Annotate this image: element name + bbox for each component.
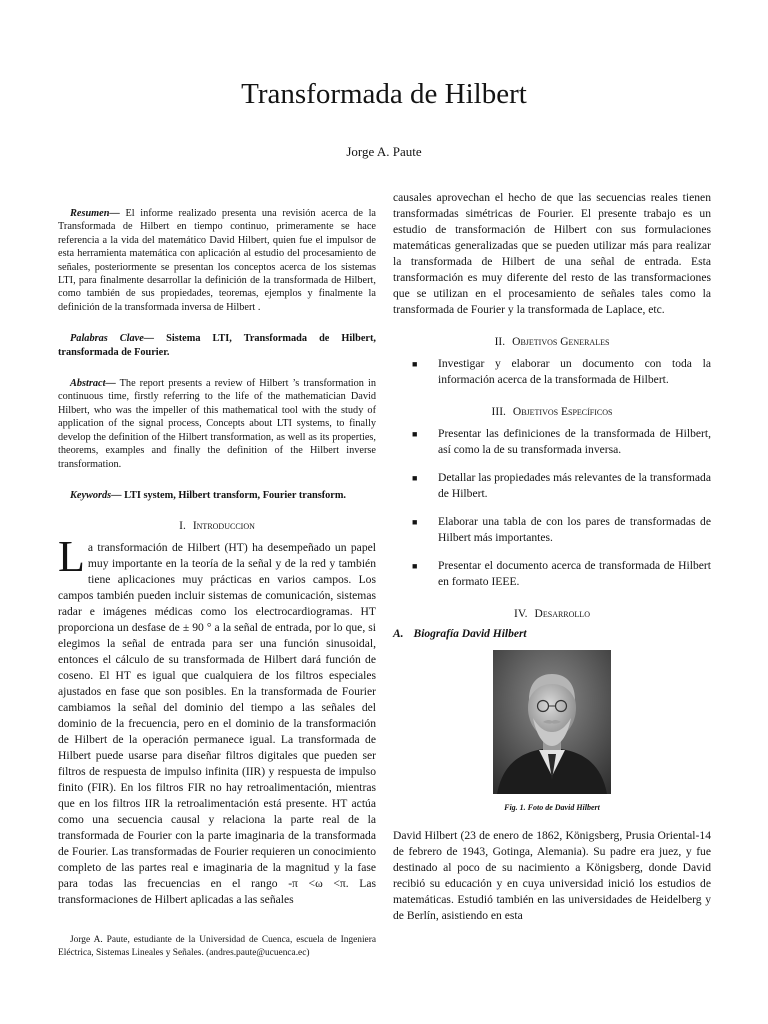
subsection-number: A. [393,628,404,640]
bullet-icon: ■ [412,473,418,483]
section-number: I. [179,520,186,533]
list-item [393,356,711,388]
list-item-text: Investigar y elaborar un documento con toda la información acerca de la transformada de Hilbert. [438,357,711,386]
subsection-heading-biografia [393,628,711,640]
left-column [58,190,376,908]
keywords-en-label: Keywords— [70,489,122,501]
keywords-es-text: Sistema LTI, Transformada de Hilbert, transformada de Fourier. [58,333,376,358]
abstract-es-text: El informe realizado presenta una revisión acerca de la Transformada de Hilbert en tiempo continuo, primeramente se hace referencia a la vida del matemático David Hilbert, quien fue el impulsor de esta herramienta matemática con aplicación al estudio del procesamiento de señales, posteriormente se presentan los conceptos acerca de los sistemas LTI, para finalmente desarrollar la definición de la transformada de Hilbert, como también de sus propiedades, teoremas, ejemplos y finalmente la definición de la transformada inversa de Hilbert . [58,208,377,313]
objetivos-especificos-list [393,426,711,590]
biografia-paragraph: David Hilbert (23 de enero de 1862, Königsberg, Prusia Oriental-14 de febrero de 1943, Gotinga, Alemania). Su padre era juez, y fue destinado al poco de su nacimiento a Königsberg, donde David recibió su educación y en cuya universidad inició los estudios de matemáticas. Estudió también en las universidades de Heidelberg y de Berlín, asistiendo en esta [393,829,711,922]
author-footnote [58,934,376,960]
drop-cap: L [58,532,85,582]
abstract-en-text: The report presents a review of Hilbert ’s transformation in continuous time, firstly referring to the life of the mathematician David Hilbert, who was the impeller of this mathematical tool with the study of application of the signal process, Concepts about LTI systems, to finally develop the definition of the Hilbert transformation, as well as its properties, theorems, examples and finally the definition of the Hilbert inverse transformation. [58,378,376,470]
abstract-en-label: Abstract— [70,378,116,390]
list-item [393,558,711,590]
subsection-title: Biografía David Hilbert [413,628,527,640]
introduccion-paragraph [58,532,376,908]
section-number: IV. [514,608,528,620]
abstract-en [58,377,376,471]
section-number: II. [494,336,506,348]
list-item [393,514,711,546]
section-heading-introduccion [58,520,376,532]
list-item-text: Presentar el documento acerca de transformada de Hilbert en formato IEEE. [438,559,711,588]
introduccion-text: a transformación de Hilbert (HT) ha desempeñado un papel muy importante en la teoría de la señal y de la red y también tiene aplicaciones muy prácticas en varios campos. Los campos también pueden incluir sistemas de comunicación, sistemas radar e imágenes médicas como los electrocardiogramas. HT proporciona un desfase de ± 90 ° a la señal de entrada, por lo que, si elegimos la señal de entrada para ser una función sinusoidal, entonces el cálculo de su transformada de Hilbert dará función de coseno. El HT es igual que cualquiera de los filtros especiales ajustados en fase que son posibles. En la transformada de Fourier cambiamos la señal del dominio del tiempo a las señales del dominio de la frecuencia, pero en el dominio de la transformación de Hilbert de la operación permanece igual. La transformada de Hilbert puede usarse para diseñar filtros digitales que pueden ser filtros de respuesta de impulso infinita (IIR) y respuesta de impulso finito (FIR). En los filtros FIR no hay retroalimentación, mientras que en los filtros IIR la retroalimentación está presente. HT actúa como una secuencia causal y relaciona la parte real de la transformada de Fourier con la parte imaginaria de la transformada de Fourier. Las transformadas de Fourier requieren un conocimiento completo de las partes real e imaginaria de la magnitud y la fase para todas las frecuencias en el rango -π <ω <π. Las transformaciones de Hilbert aplicadas a las señales [58,541,376,907]
objetivos-generales-list [393,356,711,388]
list-item [393,426,711,458]
figure-caption: Fig. 1. Foto de David Hilbert [504,803,600,812]
portrait-image [493,650,611,794]
section-number: III. [491,406,506,418]
section-heading-objetivos-generales [393,336,711,348]
paper-title: Transformada de Hilbert [241,78,527,110]
section-title: Objetivos Generales [512,336,610,348]
section-title: Objetivos Específicos [512,406,613,418]
section-title: Introduccion [192,520,255,533]
keywords-en-text: LTI system, Hilbert transform, Fourier transform. [124,489,346,501]
introduccion-continuation: causales aprovechan el hecho de que las secuencias reales tienen transformadas simétricas de Fourier. El presente trabajo es un estudio de transformación de Hilbert con sus formulaciones matemáticas generalizadas que se pueden utilizar más para realizar la transformada de Hilbert de una señal de entrada. Esta transformación es muy diferente del resto de las transformaciones que se utilizan en el procesamiento de señales tales como la transformada de Fourier y la transformada de Laplace, etc. [393,191,711,316]
hilbert-photo [493,650,611,794]
abstract-es [58,207,376,314]
bullet-icon: ■ [412,517,418,527]
section-heading-desarrollo [393,608,711,620]
abstract-es-label: Resumen— [70,208,120,219]
list-item-text: Elaborar una tabla de con los pares de transformadas de Hilbert más importantes. [438,515,711,544]
bullet-icon: ■ [412,359,418,369]
bullet-icon: ■ [412,429,418,439]
keywords-es-label: Palabras Clave— [70,333,155,345]
section-title: Desarrollo [534,608,590,620]
paper-author: Jorge A. Paute [346,144,422,159]
list-item-text: Presentar las definiciones de la transformada de Hilbert, así como la de su transformada inversa. [438,427,711,456]
keywords-es [58,332,376,359]
list-item [393,470,711,502]
right-column [393,190,711,924]
footnote-text: Jorge A. Paute, estudiante de la Universidad de Cuenca, escuela de Ingeniera Eléctrica, Sistemas Lineales y Señales. (andres.paute@ucuenca.ec) [58,935,376,958]
section-heading-objetivos-especificos [393,406,711,418]
bullet-icon: ■ [412,561,418,571]
list-item-text: Detallar las propiedades más relevantes de la transformada de Hilbert. [438,471,711,500]
keywords-en [58,489,376,502]
